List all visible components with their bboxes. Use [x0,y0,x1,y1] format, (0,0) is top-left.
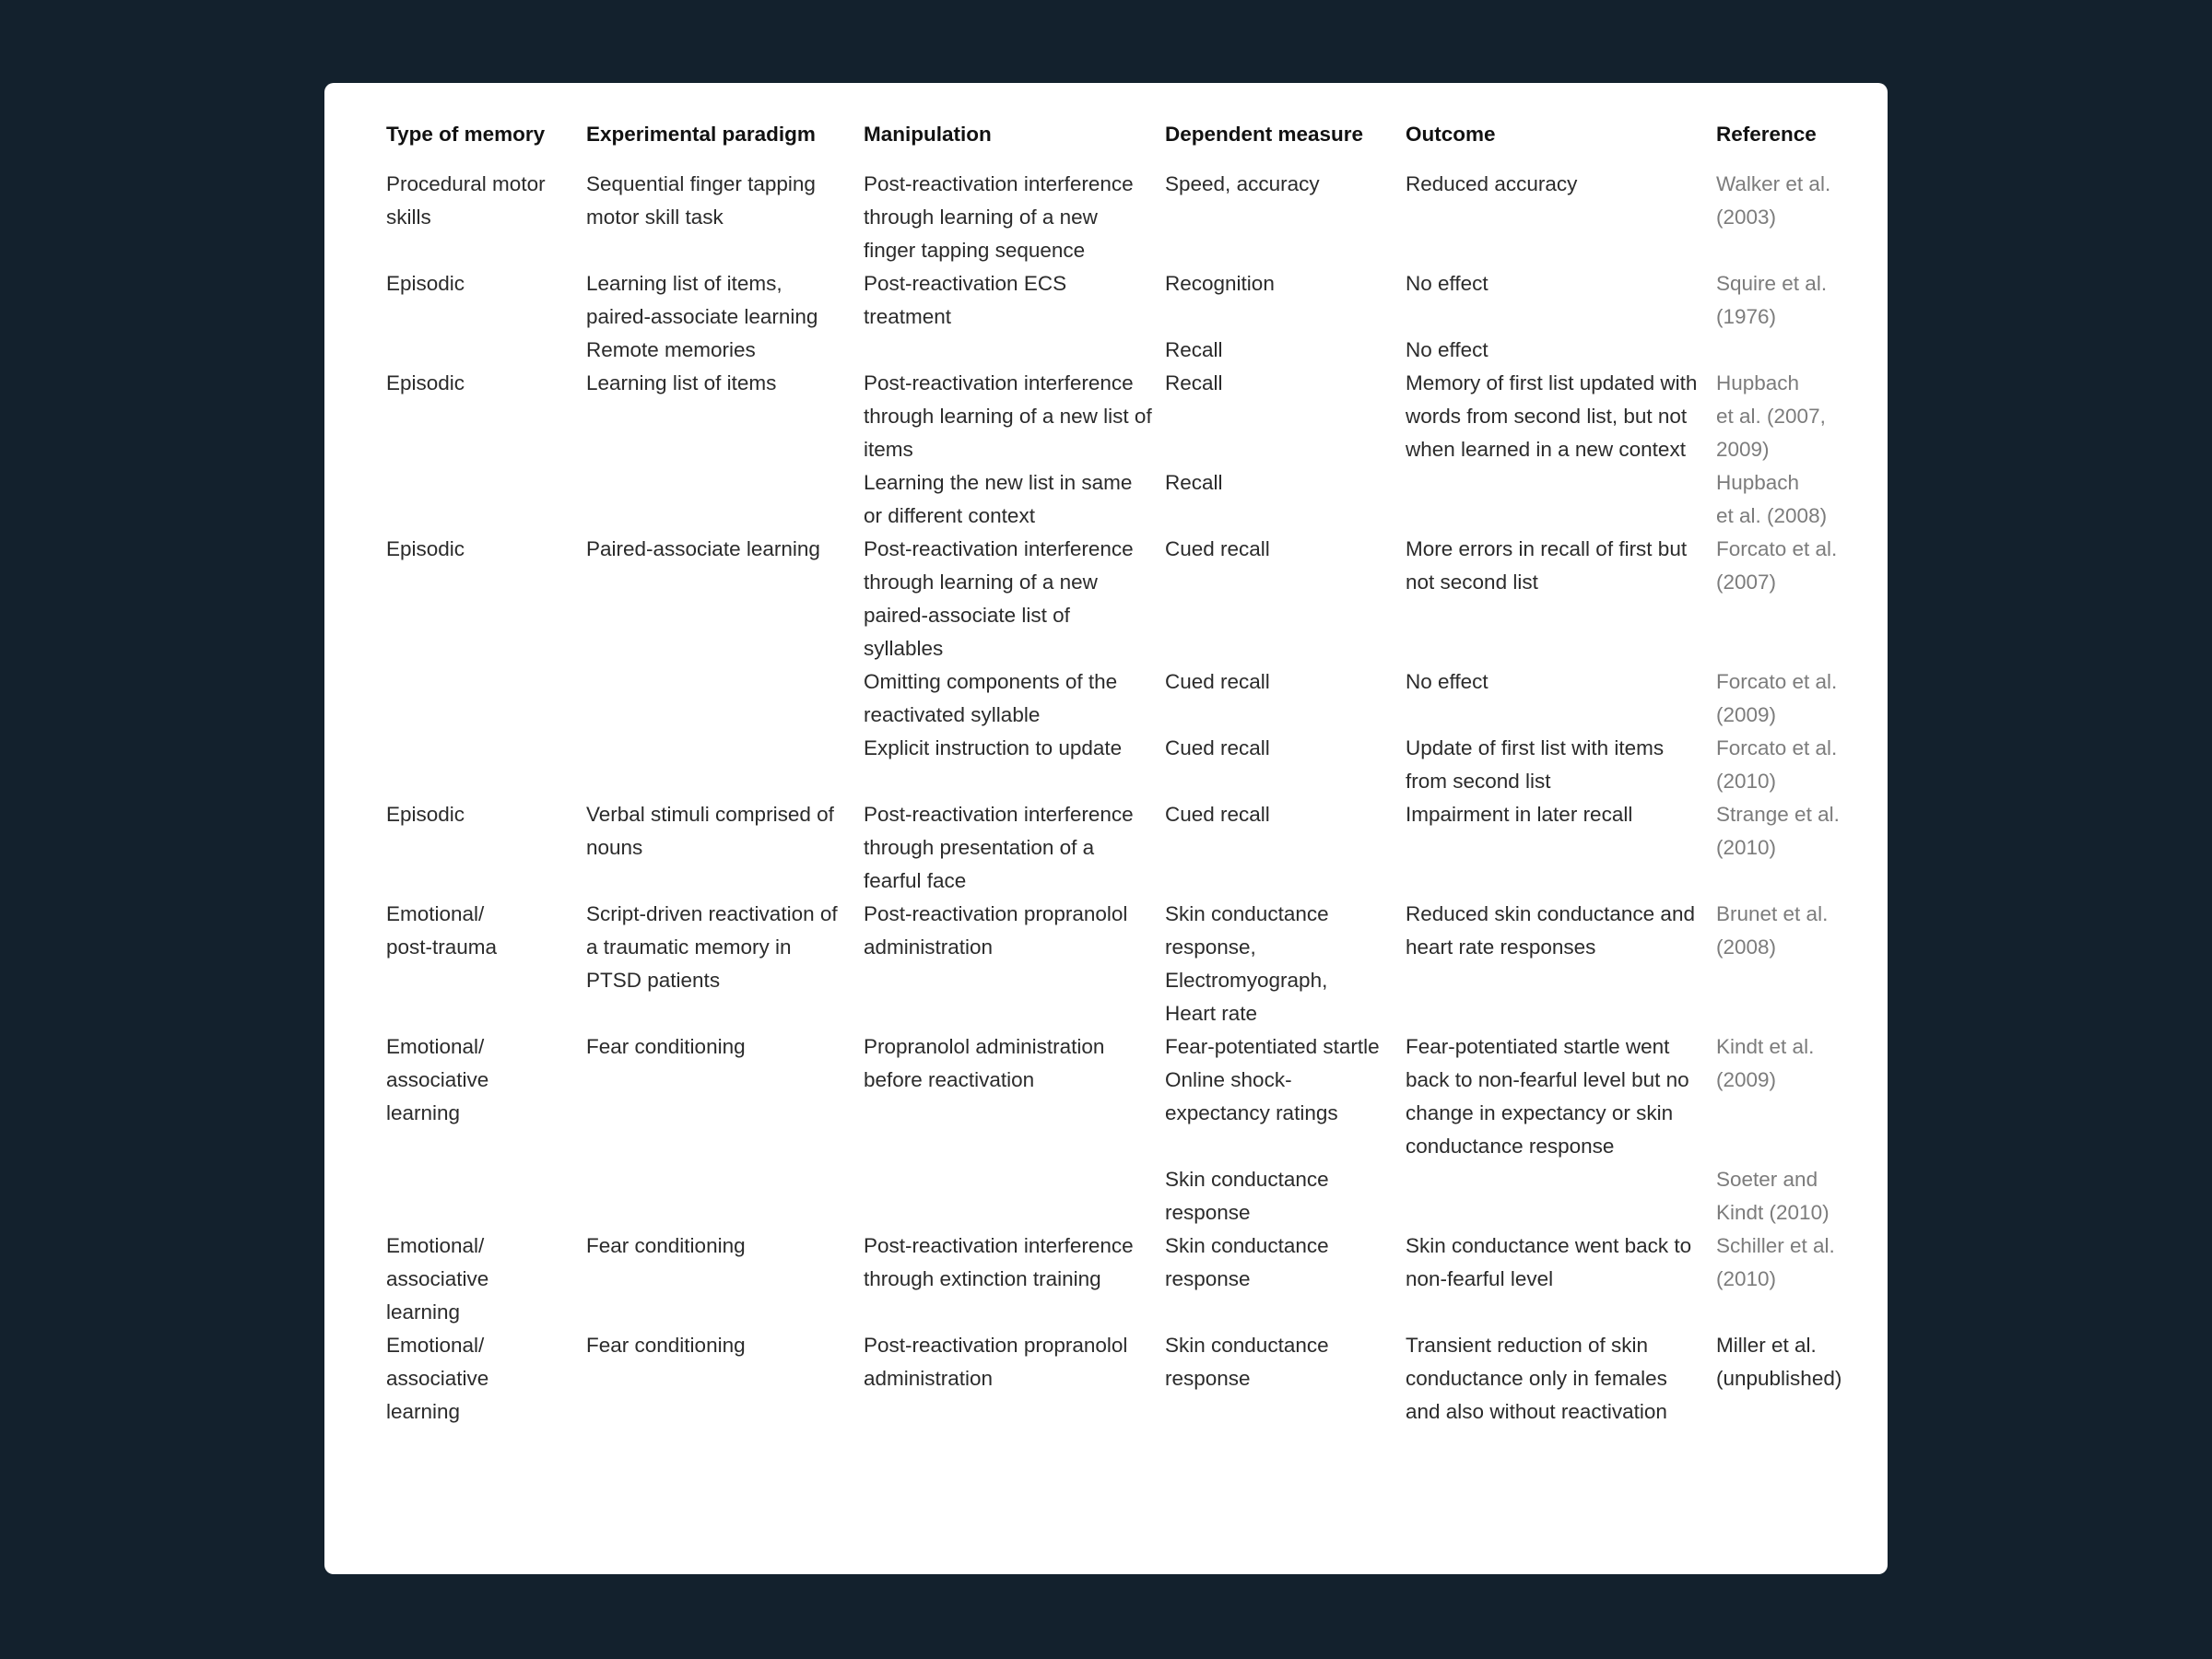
cell-text-line: Forcato et al. [1716,736,1838,759]
cell-text-line: Skin conductance response [1165,1234,1329,1290]
cell-text-line: Cued recall [1165,736,1270,759]
table-row [386,1230,1851,1329]
paradigm-cell [586,466,864,533]
table-row [386,1329,1851,1429]
type-of-memory-cell [386,334,586,367]
cell-text-line: (2009) [1716,703,1777,726]
type-of-memory-cell [386,367,586,466]
cell-text-line: Brunet et al. [1716,902,1829,925]
manipulation-cell [864,798,1165,898]
outcome-cell [1406,898,1716,1030]
cell-text-line: Omitting components of the reactivated syllable [864,670,1118,726]
reference-cell [1716,168,1851,267]
cell-text-line: Forcato et al. [1716,670,1838,693]
cell-text-line: More errors in recall of first but not second list [1406,537,1688,594]
type-of-memory-cell [386,1230,586,1329]
outcome-cell [1406,798,1716,898]
cell-text-line: post-trauma [386,935,498,959]
dependent-measure-cell [1165,1230,1406,1329]
type-of-memory-cell [386,466,586,533]
paradigm-cell [586,267,864,334]
cell-text-line: (1976) [1716,305,1777,328]
cell-text-line: Post-reactivation interference through extinction training [864,1234,1134,1290]
reference-cell [1716,798,1851,898]
outcome-cell [1406,732,1716,798]
dependent-measure-cell [1165,1163,1406,1230]
cell-text-line: Hupbach [1716,371,1800,394]
manipulation-cell [864,168,1165,267]
type-of-memory-cell [386,732,586,798]
reference-cell [1716,466,1851,533]
cell-text-line: Post-reactivation interference through learning of a new finger tapping sequence [864,172,1134,262]
cell-text-line: Learning list of items [586,371,777,394]
table-row [386,168,1851,267]
cell-text-line: Learning list of items, paired-associate learning [586,272,818,328]
paradigm-cell [586,732,864,798]
cell-text-line: Electromyograph, [1165,969,1328,992]
cell-text-line: Recall [1165,338,1223,361]
header-manipulation: Manipulation [864,123,992,146]
type-of-memory-cell [386,168,586,267]
table-body [386,168,1851,1429]
manipulation-cell [864,665,1165,732]
cell-text-line: Recognition [1165,272,1275,295]
cell-text-line: Soeter and [1716,1168,1818,1191]
cell-text-line: Kindt et al. [1716,1035,1815,1058]
cell-text-line: Reduced accuracy [1406,172,1578,195]
table-header-row [386,118,1851,168]
cell-text-line: Procedural motor skills [386,172,546,229]
paradigm-cell [586,898,864,1030]
cell-text-line: Post-reactivation interference through learning of a new list of items [864,371,1152,461]
cell-text-line: Kindt (2010) [1716,1201,1830,1224]
dependent-measure-cell [1165,367,1406,466]
table-row [386,665,1851,732]
cell-text-line: (2010) [1716,770,1777,793]
cell-text-line: associative [386,1267,489,1290]
manipulation-cell [864,1030,1165,1163]
outcome-cell [1406,1030,1716,1163]
outcome-cell [1406,1329,1716,1429]
cell-text-line: Heart rate [1165,1002,1258,1025]
paradigm-cell [586,1230,864,1329]
dependent-measure-cell [1165,1329,1406,1429]
table-row [386,1163,1851,1230]
cell-text-line: et al. (2008) [1716,504,1828,527]
cell-text-line: Miller et al. [1716,1334,1817,1357]
table-row [386,1030,1851,1163]
cell-text-line: Paired-associate learning [586,537,820,560]
cell-text-line: Episodic [386,803,465,826]
cell-text-line: Transient reduction of skin conductance only in females and also without reactivation [1406,1334,1667,1423]
type-of-memory-cell [386,533,586,665]
paradigm-cell [586,1030,864,1163]
cell-text-line: (unpublished) [1716,1367,1842,1390]
type-of-memory-cell [386,267,586,334]
table-row [386,267,1851,334]
cell-text-line: Cued recall [1165,803,1270,826]
cell-text-line: Emotional/ [386,1234,485,1257]
header-dependent-measure: Dependent measure [1165,123,1364,146]
cell-text-line: Episodic [386,371,465,394]
cell-text-line: Emotional/ [386,1035,485,1058]
cell-text-line: learning [386,1300,461,1324]
reference-cell [1716,732,1851,798]
outcome-cell [1406,267,1716,334]
cell-text-line: Post-reactivation ECS treatment [864,272,1067,328]
table-row [386,798,1851,898]
cell-text-line: Reduced skin conductance and heart rate responses [1406,902,1695,959]
cell-text-line: Skin conductance response, [1165,902,1329,959]
reference-cell [1716,367,1851,466]
type-of-memory-cell [386,898,586,1030]
table-card [324,83,1888,1574]
cell-text-line: et al. (2007, [1716,405,1826,428]
dependent-measure-cell [1165,1030,1406,1163]
memory-reconsolidation-table [386,118,1851,1429]
type-of-memory-cell [386,1030,586,1163]
cell-text-line: No effect [1406,338,1488,361]
cell-text-line: Speed, accuracy [1165,172,1320,195]
cell-text-line: Memory of first list updated with words from second list, but not when learned in a new context [1406,371,1698,461]
cell-text-line: Impairment in later recall [1406,803,1633,826]
outcome-cell [1406,334,1716,367]
cell-text-line: (2009) [1716,1068,1777,1091]
cell-text-line: (2010) [1716,836,1777,859]
cell-text-line: learning [386,1101,461,1124]
cell-text-line: Learning the new list in same or different context [864,471,1133,527]
cell-text-line: Forcato et al. [1716,537,1838,560]
outcome-cell [1406,466,1716,533]
reference-cell [1716,1030,1851,1163]
type-of-memory-cell [386,1329,586,1429]
cell-text-line: Sequential finger tapping motor skill task [586,172,816,229]
cell-text-line: Post-reactivation interference through presentation of a fearful face [864,803,1134,892]
dependent-measure-cell [1165,267,1406,334]
cell-text-line: Verbal stimuli comprised of nouns [586,803,834,859]
cell-text-line: Recall [1165,371,1223,394]
cell-text-line: (2007) [1716,571,1777,594]
cell-text-line: No effect [1406,670,1488,693]
cell-text-line: No effect [1406,272,1488,295]
reference-cell [1716,665,1851,732]
reference-cell [1716,1230,1851,1329]
paradigm-cell [586,533,864,665]
cell-text-line: Emotional/ [386,902,485,925]
cell-text-line: Cued recall [1165,537,1270,560]
cell-text-line: Schiller et al. [1716,1234,1835,1257]
manipulation-cell [864,466,1165,533]
cell-text-line: Squire et al. [1716,272,1828,295]
cell-text-line: (2003) [1716,206,1777,229]
dependent-measure-cell [1165,665,1406,732]
dependent-measure-cell [1165,334,1406,367]
paradigm-cell [586,168,864,267]
paradigm-cell [586,367,864,466]
cell-text-line: Remote memories [586,338,756,361]
outcome-cell [1406,367,1716,466]
reference-cell [1716,334,1851,367]
paradigm-cell [586,798,864,898]
type-of-memory-cell [386,665,586,732]
cell-text-line: Skin conductance response [1165,1334,1329,1390]
outcome-cell [1406,665,1716,732]
cell-text-line: Episodic [386,537,465,560]
cell-text-line: Fear conditioning [586,1334,746,1357]
reference-cell [1716,533,1851,665]
header-outcome: Outcome [1406,123,1496,146]
header-reference: Reference [1716,123,1817,146]
dependent-measure-cell [1165,732,1406,798]
manipulation-cell [864,334,1165,367]
cell-text-line: associative [386,1367,489,1390]
table-row [386,466,1851,533]
cell-text-line: Cued recall [1165,670,1270,693]
cell-text-line: Fear conditioning [586,1234,746,1257]
table-row [386,334,1851,367]
cell-text-line: Propranolol administration before reactivation [864,1035,1105,1091]
header-type-of-memory: Type of memory [386,123,546,146]
cell-text-line: Hupbach [1716,471,1800,494]
cell-text-line: Post-reactivation interference through learning of a new paired-associate list of syllables [864,537,1134,660]
paradigm-cell [586,1163,864,1230]
reference-cell [1716,1163,1851,1230]
cell-text-line: Post-reactivation propranolol administration [864,1334,1128,1390]
table-row [386,533,1851,665]
paradigm-cell [586,665,864,732]
manipulation-cell [864,533,1165,665]
cell-text-line: Episodic [386,272,465,295]
cell-text-line: Explicit instruction to update [864,736,1123,759]
manipulation-cell [864,267,1165,334]
cell-text-line: Skin conductance response [1165,1168,1329,1224]
table-row [386,898,1851,1030]
outcome-cell [1406,1163,1716,1230]
cell-text-line: Strange et al. [1716,803,1840,826]
reference-cell [1716,267,1851,334]
cell-text-line: Skin conductance went back to non-fearful level [1406,1234,1692,1290]
manipulation-cell [864,1230,1165,1329]
cell-text-line: associative [386,1068,489,1091]
outcome-cell [1406,168,1716,267]
type-of-memory-cell [386,1163,586,1230]
cell-text-line: 2009) [1716,438,1770,461]
cell-text-line: (2008) [1716,935,1777,959]
cell-text-line: Fear conditioning [586,1035,746,1058]
manipulation-cell [864,1329,1165,1429]
cell-text-line: Walker et al. [1716,172,1831,195]
cell-text-line: Fear-potentiated startle Online shock-expectancy ratings [1165,1035,1380,1124]
manipulation-cell [864,898,1165,1030]
table-row [386,732,1851,798]
manipulation-cell [864,732,1165,798]
cell-text-line: Script-driven reactivation of a traumatic memory in PTSD patients [586,902,838,992]
cell-text-line: Fear-potentiated startle went back to non-fearful level but no change in expectancy or skin conductance response [1406,1035,1689,1158]
cell-text-line: (2010) [1716,1267,1777,1290]
outcome-cell [1406,1230,1716,1329]
cell-text-line: Recall [1165,471,1223,494]
dependent-measure-cell [1165,898,1406,1030]
header-experimental-paradigm: Experimental paradigm [586,123,816,146]
cell-text-line: Post-reactivation propranolol administration [864,902,1128,959]
manipulation-cell [864,367,1165,466]
paradigm-cell [586,334,864,367]
paradigm-cell [586,1329,864,1429]
cell-text-line: Emotional/ [386,1334,485,1357]
reference-cell [1716,898,1851,1030]
manipulation-cell [864,1163,1165,1230]
type-of-memory-cell [386,798,586,898]
outcome-cell [1406,533,1716,665]
dependent-measure-cell [1165,798,1406,898]
dependent-measure-cell [1165,466,1406,533]
cell-text-line: learning [386,1400,461,1423]
dependent-measure-cell [1165,168,1406,267]
dependent-measure-cell [1165,533,1406,665]
reference-cell [1716,1329,1851,1429]
table-row [386,367,1851,466]
cell-text-line: Update of first list with items from second list [1406,736,1665,793]
